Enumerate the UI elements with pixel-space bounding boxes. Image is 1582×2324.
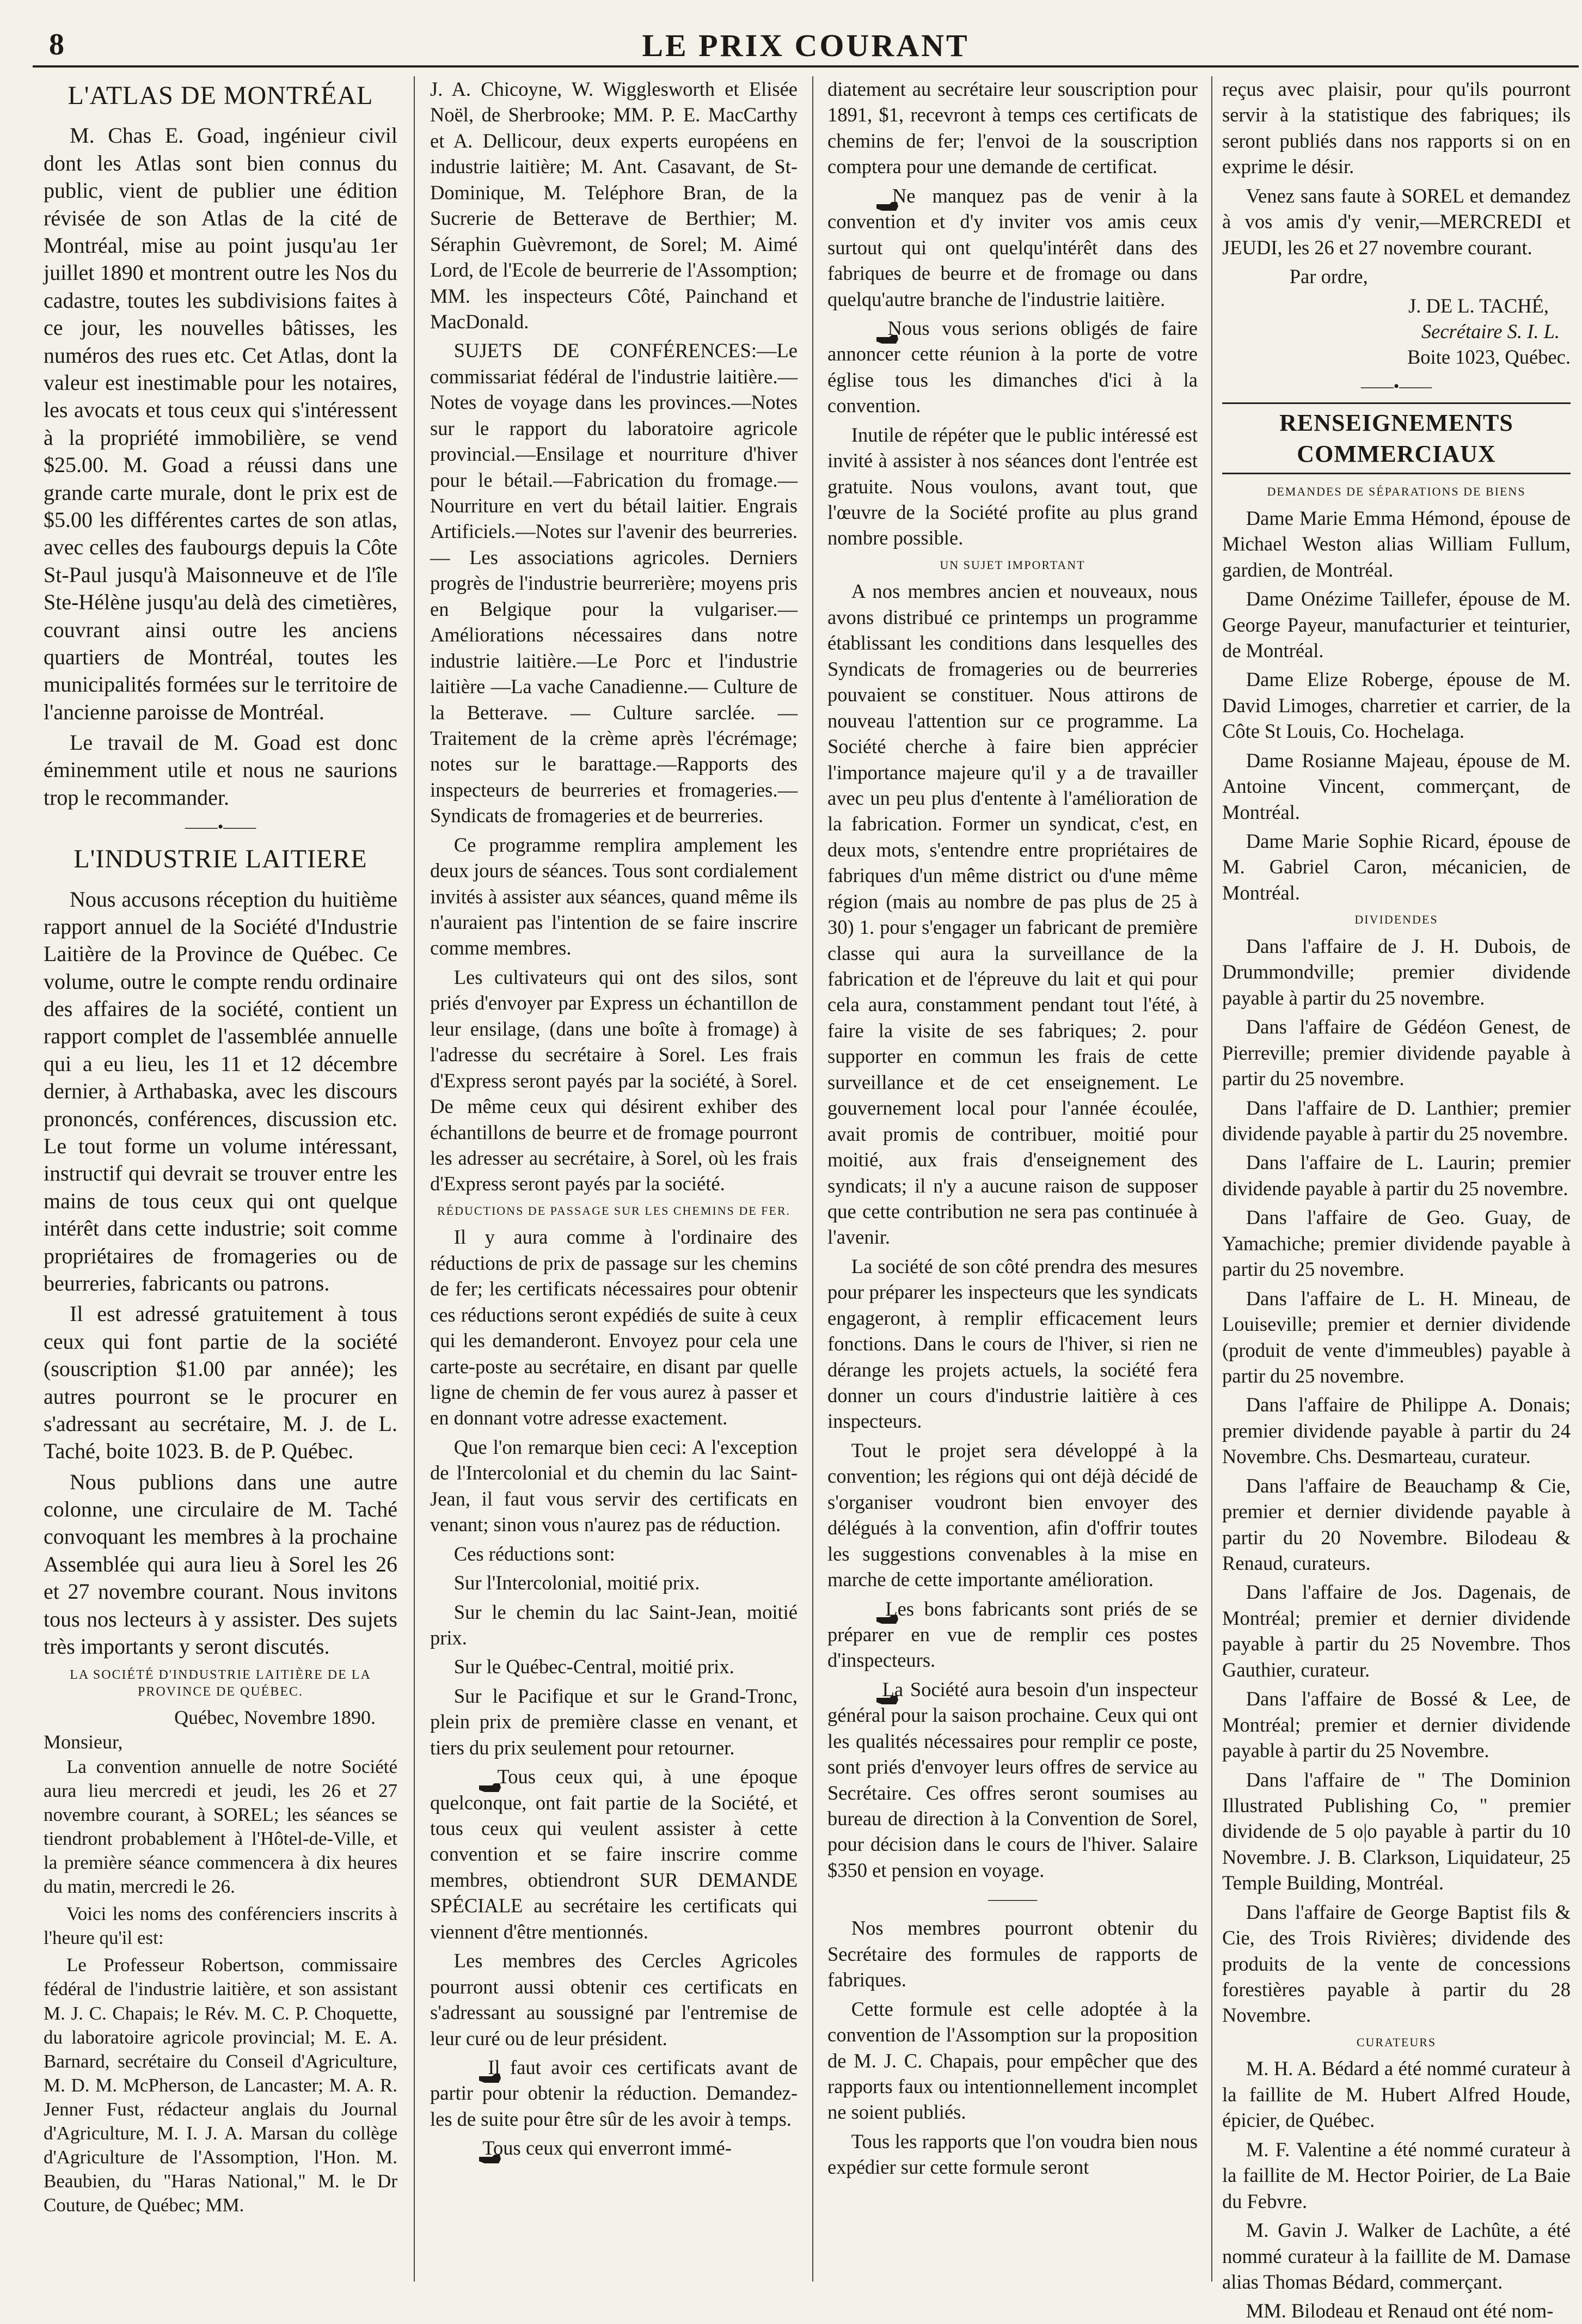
paragraph: Tous les rapports que l'on voudra bien nous expédier sur cette formule seront bbox=[827, 2130, 1198, 2179]
paragraph: Il est adressé gratuitement à tous ceux qui font partie de la société (souscription $1.00 par année); les autres pourront se le procurer en s'adressant au secrétaire, M. J. de L. Taché, boite 1023. B. de P. Québec. bbox=[44, 1301, 397, 1464]
newspaper-page bbox=[33, 16, 1579, 2322]
list-item: M. F. Valentine a été nommé curateur à la faillite de M. Hector Poirier, de La Baie du Febvre. bbox=[1222, 2138, 1571, 2212]
pointing-hand-icon bbox=[851, 1686, 875, 1697]
list-item: Dame Onézime Taillefer, épouse de M. George Payeur, manufacturier et teinturier, de Montréal. bbox=[1222, 588, 1571, 662]
paragraph: Inutile de répéter que le public intéressé est invité à assister à nos séances dont l'entrée est gratuite. Nous voulons, avant tout, que l'œuvre de la Société profite au plus grand nombre possible. bbox=[827, 423, 1198, 549]
paragraph: Ces réductions sont: bbox=[453, 1542, 615, 1565]
list-item: Dans l'affaire de George Baptist fils & Cie, des Trois Rivières; dividende des produits de la vente de concessions forestières payable à partir du 28 Novembre. bbox=[1222, 1900, 1571, 2027]
pointing-hand-icon bbox=[454, 1773, 478, 1784]
list-item: Dans l'affaire de Geo. Guay, de Yamachiche; premier dividende payable à partir du 25 novembre. bbox=[1222, 1206, 1571, 1281]
reductions-heading: RÉDUCTIONS DE PASSAGE SUR LES CHEMINS DE FER. bbox=[437, 1203, 791, 1218]
paragraph: A nos membres ancien et nouveaux, nous avons distribué ce printemps un programme établissant les conditions dans lesquelles des Syndicats de fromageries ou de beurreries pouvaient se constituer. Nous attirons de nouveau l'attention sur ce programme. La Société cherche à faire bien apprécier l'importance majeure qu'il y a de travailler avec un peu plus d'entente à l'amélioration de la fabrication. Former un syndicat, c'est, en deux mots, s'entendre entre propriétaires de fabriques d'un même district ou d'une même région (mais au nombre de pas plus de 25 à 30) 1. pour s'engager un fabricant de première classe qui aura la surveillance de la fabrication et de l'épreuve du lait et qui pour cela aura, constamment pendant tout l'été, à faire la visite de ses fabriques; 2. pour supporter en commun les frais de cette surveillance et de cet enseignement. Le gouvernement local pour l'année écoulée, avait promis de contribuer, moitié pour moitié, aux frais d'enseignement des syndicats; il n'y a aucune raison de supposer que cette contribution ne sera pas continuée à l'avenir. bbox=[827, 580, 1198, 1249]
societe-heading: PROVINCE DE QUÉBEC. bbox=[137, 1684, 303, 1699]
list-item: Dans l'affaire de J. H. Dubois, de Drummondville; premier dividende payable à partir du 25 novembre. bbox=[1222, 934, 1571, 1009]
paragraph: Cette formule est celle adoptée à la convention de l'Assomption sur la proposition de M. J. C. Chapais, pour empêcher que des rapports faux ou intentionnellement incomplet ne soient publiés. bbox=[827, 1997, 1198, 2124]
paragraph: Ne manquez pas de venir à la convention et d'y inviter vos amis ceux surtout qui ont quelqu'intérêt dans des fabriques de beurre et de fromage ou dans quelqu'autre branche de l'industrie laitière. bbox=[827, 184, 1198, 310]
paragraph: Sur le chemin du lac Saint-Jean, moitié prix. bbox=[430, 1600, 798, 1649]
pointing-hand-icon bbox=[851, 1605, 875, 1616]
paragraph: M. Chas E. Goad, ingénieur civil dont les Atlas sont bien connus du public, vient de publier une édition révisée de son Atlas de la cité de Montréal, mise au point jusqu'au 1er juillet 1890 et montrent outre les Nos du cadastre, toutes les subdivisions faites à ce jour, les nouvelles bâtisses, les numéros des rues etc. Cet Atlas, dont la valeur est inestimable pour les notaires, les avocats et tous ceux qui s'intéressent à la propriété immobilière, se vend $25.00. M. Goad a réussi dans une grande carte murale, dont le prix est de $5.00 les différentes cartes de son atlas, avec celles des faubourgs depuis la Côte St-Paul jusqu'à Maisonneuve et de l'île Ste-Hélène jusqu'au delà des cimetières, couvrant ainsi outre les anciens quartiers de Montréal, toutes les municipalités formées sur le territoire de l'ancienne paroisse de Montréal. bbox=[44, 123, 397, 724]
paragraph: Le Professeur Robertson, commissaire fédéral de l'industrie laitière, et son assistant M. J. C. Chapais; le Rév. M. C. P. Choquette, du laboratoire agricole provincial; M. E. A. Barnard, secrétaire du Conseil d'Agriculture, M. D. M. McPherson, de Lancaster; M. A. R. Jenner Fust, rédacteur anglais du Journal d'Agriculture, M. I. J. A. Marsan du collège d'Agriculture de l'Assomption, l'Hon. M. Beaubien, du "Haras National," M. le Dr Couture, de Québec; MM. bbox=[44, 1954, 397, 2216]
pointing-hand-icon bbox=[454, 2064, 478, 2075]
list-item: Dans l'affaire de Philippe A. Donais; premier dividende payable à partir du 24 Novembre. Chs. Desmarteau, curateur. bbox=[1222, 1393, 1571, 1468]
column-rule bbox=[414, 76, 415, 2282]
paragraph: reçus avec plaisir, pour qu'ils pourront servir à la statistique des fabriques; ils seront publiés dans nos rapports si on en exprime le désir. bbox=[1222, 78, 1571, 178]
paragraph: Sur le Québec-Central, moitié prix. bbox=[453, 1655, 734, 1678]
pointing-hand-icon bbox=[851, 192, 875, 203]
separations-heading: DEMANDES DE SÉPARATIONS DE BIENS bbox=[1267, 485, 1526, 499]
paragraph: Sur l'Intercolonial, moitié prix. bbox=[453, 1571, 700, 1594]
paragraph: Le travail de M. Goad est donc éminemment utile et nous ne saurions trop le recommander. bbox=[44, 730, 397, 810]
list-item: Dans l'affaire de Beauchamp & Cie, premier et dernier dividende payable à partir du 20 Novembre. Bilodeau & Renaud, curateurs. bbox=[1222, 1474, 1571, 1574]
sujet-heading: UN SUJET IMPORTANT bbox=[940, 558, 1086, 572]
divider: ——•—— bbox=[185, 818, 256, 836]
column-1 bbox=[44, 76, 397, 2287]
paragraph: J. A. Chicoyne, W. Wigglesworth et Elisée Noël, de Sherbrooke; MM. P. E. MacCarthy et A. Dellicour, deux experts européens en industrie laitière; M. Ant. Casavant, de St-Dominique, M. Teléphore Bran, de la Sucrerie de Betterave de Berthier; M. Séraphin Guèvremont, de Sorel; M. Aimé Lord, de l'Ecole de beurrerie de l'Assomption; MM. les inspecteurs Côté, Painchand et MacDonald. bbox=[430, 78, 798, 333]
paragraph: Voici les noms des conférenciers inscrits à l'heure qu'il est: bbox=[44, 1903, 397, 1949]
list-item: M. H. A. Bédard a été nommé curateur à la faillite de M. Hubert Alfred Houde, épicier, de Québec. bbox=[1222, 2057, 1571, 2132]
atlas-title: L'ATLAS DE MONTRÉAL bbox=[68, 81, 373, 110]
list-item: Dame Marie Sophie Ricard, épouse de M. Gabriel Caron, mécanicien, de Montréal. bbox=[1222, 830, 1571, 904]
paragraph: Par ordre, bbox=[1289, 265, 1368, 288]
salutation: Monsieur, bbox=[44, 1731, 123, 1753]
paragraph: Les membres des Cercles Agricoles pourront aussi obtenir ces certificats en s'adressant au soussigné par l'entremise de leur curé ou de leur président. bbox=[430, 1949, 798, 2050]
list-item: Dans l'affaire de D. Lanthier; premier dividende payable à partir du 25 novembre. bbox=[1222, 1096, 1571, 1145]
paragraph: Il faut avoir ces certificats avant de partir pour obtenir la réduction. Demandez-les de suite pour être sûr de les avoir à temps. bbox=[430, 2056, 798, 2130]
list-item: Dans l'affaire de " The Dominion Illustrated Publishing Co, " premier dividende de 5 o|o payable à partir du 10 Novembre. J. B. Clarkson, Liquidateur, 25 Temple Building, Montréal. bbox=[1222, 1768, 1571, 1894]
list-item: Dans l'affaire de Jos. Dagenais, de Montréal; premier et dernier dividende payable à partir du 25 Novembre. Thos Gauthier, curateur. bbox=[1222, 1581, 1571, 1681]
page-number: 8 bbox=[49, 28, 64, 62]
list-item: M. Gavin J. Walker de Lachûte, a été nommé curateur à la faillite de M. Damase alias Thomas Bédard, commerçant. bbox=[1222, 2219, 1571, 2293]
societe-heading: LA SOCIÉTÉ D'INDUSTRIE LAITIÈRE DE LA bbox=[70, 1668, 371, 1683]
industrie-title: L'INDUSTRIE LAITIERE bbox=[73, 845, 367, 874]
list-item: Dans l'affaire de L. H. Mineau, de Louiseville; premier et dernier dividende (produit de vente d'immeubles) payable à partir du 25 novembre. bbox=[1222, 1287, 1571, 1387]
pointing-hand-icon bbox=[851, 325, 875, 336]
list-item: Dame Elize Roberge, épouse de M. David Limoges, charretier et carrier, de la Côte St Louis, Co. Hochelaga. bbox=[1222, 668, 1571, 743]
curateurs-heading: CURATEURS bbox=[1356, 2035, 1437, 2049]
paragraph: Nous accusons réception du huitième rapport annuel de la Société d'Industrie Laitière de la Province de Québec. Ce volume, outre le compte rendu ordinaire des affaires de la société, contient un rapport complet de l'assemblée annuelle qui a eu lieu, les 11 et 12 décembre dernier, à Arthabaska, avec les discours prononcés, conférences, discussion etc. Le tout forme un volume intéressant, instructif qui devrait se trouver entre les mains de tous ceux qui ont quelque intérêt dans cette industrie; soit comme propriétaires de fromageries ou de beurreries, fabricants ou patrons. bbox=[44, 886, 397, 1295]
column-rule bbox=[812, 76, 813, 2282]
paragraph: Ce programme remplira amplement les deux jours de séances. Tous sont cordialement invités à assister aux séances, quand même ils n'auraient pas l'intention de se faire inscrire comme membres. bbox=[430, 833, 798, 959]
paragraph: Venez sans faute à SOREL et demandez à vos amis d'y venir,—MERCREDI et JEUDI, les 26 et 27 novembre courant. bbox=[1222, 184, 1571, 259]
list-item: Dans l'affaire de Gédéon Genest, de Pierreville; premier dividende payable à partir du 25 novembre. bbox=[1222, 1016, 1571, 1090]
column-3 bbox=[827, 76, 1198, 2287]
paragraph: La société de son côté prendra des mesures pour préparer les inspecteurs que les syndicats engageront, à remplir efficacement leurs fonctions. Dans le cours de l'hiver, si rien ne dérange les projets actuels, la société fera donner un cours d'industrie laitière à ces inspecteurs. bbox=[827, 1255, 1198, 1433]
dateline: Québec, Novembre 1890. bbox=[174, 1706, 376, 1728]
masthead: LE PRIX COURANT bbox=[642, 28, 970, 63]
paragraph: Sur le Pacifique et sur le Grand-Tronc, plein prix de première classe en venant, et tiers du prix seulement pour retourner. bbox=[430, 1684, 798, 1759]
page-header bbox=[33, 16, 1579, 68]
paragraph: diatement au secrétaire leur souscription pour 1891, $1, recevront à temps ces certificats de chemins de fer; l'envoi de la souscription comptera pour une demande de certificat. bbox=[827, 78, 1198, 178]
column-2 bbox=[430, 76, 798, 2287]
paragraph: Nous vous serions obligés de faire annoncer cette réunion à la porte de votre église tous les dimanches d'ici à la convention. bbox=[827, 316, 1198, 417]
paragraph: La Société aura besoin d'un inspecteur général pour la saison prochaine. Ceux qui ont les qualités nécessaires pour remplir ce poste, sont priés d'envoyer leurs offres de service au Secrétaire. Ces offres seront soumises au bureau de direction à la Convention de Sorel, pour décision dans le cours de l'hiver. Salaire $350 et pension en voyage. bbox=[827, 1678, 1198, 1881]
list-item: Dans l'affaire de L. Laurin; premier dividende payable à partir du 25 novembre. bbox=[1222, 1151, 1571, 1200]
column-4 bbox=[1222, 76, 1571, 2322]
paragraph: Tout le projet sera développé à la convention; les régions qui ont déjà décidé de s'organiser voudront bien envoyer des délégués à la convention, afin d'offrir toutes les suggestions convenables à la mise en marche de cette importante amélioration. bbox=[827, 1439, 1198, 1591]
divider: ——•—— bbox=[1360, 377, 1432, 395]
paragraph: SUJETS DE CONFÉRENCES:—Le commissariat fédéral de l'industrie laitière.—Notes de voyage dans les provinces.—Notes sur le rapport du laboratoire agricole provincial.—Ensilage et nourriture d'hiver pour le bétail.—Fabrication du fromage.—Nourriture en vert du bétail laitier. Engrais Artificiels.—Notes sur l'avenir des beurreries. — Les associations agricoles. Derniers progrès de l'industrie beurrerière; moyens pris en Belgique pour la vulgariser.—Améliorations nécessaires dans notre industrie laitière.—Le Porc et l'industrie laitière —La vache Canadienne.— Culture de la Betterave. — Culture sarclée. — Traitement de la crème après l'écrémage; notes sur le barattage.—Rapports des inspecteurs de beurreries et fromageries.—Syndicats de fromageries et de beurreries. bbox=[430, 339, 798, 827]
list-item: Dame Rosianne Majeau, épouse de M. Antoine Vincent, commerçant, de Montréal. bbox=[1222, 749, 1571, 823]
paragraph: Il y aura comme à l'ordinaire des réductions de prix de passage sur les chemins de fer; les certificats nécessaires pour obtenir ces réductions seront expédiés de suite à ceux qui les demanderont. Envoyez pour cela une carte-poste au secrétaire, en disant par quelle ligne de chemin de fer vous aurez à passer et en donnant votre adresse exactement. bbox=[430, 1226, 798, 1429]
list-item: MM. Bilodeau et Renaud ont été nom- bbox=[1246, 2299, 1554, 2322]
pointing-hand-icon bbox=[454, 2145, 478, 2156]
renseignements-title: RENSEIGNEMENTS COMMERCIAUX bbox=[1222, 402, 1571, 474]
divider: ——— bbox=[988, 1890, 1037, 1909]
paragraph: Les cultivateurs qui ont des silos, sont priés d'envoyer par Express un échantillon de leur ensilage, (dans une boîte à fromage) à l'adresse du secrétaire à Sorel. Les frais d'Express seront payés par la société, à Sorel. De même ceux qui désirent exhiber des échantillons de beurre et de fromage pourront les adresser au secrétaire, à Sorel, où les frais d'Express seront payés par la société. bbox=[430, 965, 798, 1195]
paragraph: Que l'on remarque bien ceci: A l'exception de l'Intercolonial et du chemin du lac Saint-Jean, il faut vous servir des certificats en venant; sinon vous n'aurez pas de réduction. bbox=[430, 1435, 798, 1536]
column-rule bbox=[1211, 76, 1212, 2282]
dividendes-heading: DIVIDENDES bbox=[1354, 913, 1438, 927]
list-item: Dans l'affaire de Bossé & Lee, de Montréal; premier et dernier dividende payable à partir du 25 Novembre. bbox=[1222, 1687, 1571, 1762]
signature-address: Boite 1023, Québec. bbox=[1407, 346, 1571, 369]
list-item: Dame Marie Emma Hémond, épouse de Michael Weston alias William Fullum, gardien, de Montréal. bbox=[1222, 506, 1571, 581]
paragraph: La convention annuelle de notre Société aura lieu mercredi et jeudi, les 26 et 27 novembre courant, à SOREL; les séances se tiendront probablement à l'Hôtel-de-Ville, et la première séance commencera à dix heures du matin, mercredi le 26. bbox=[44, 1756, 397, 1898]
signature-title: Secrétaire S. I. L. bbox=[1421, 320, 1560, 343]
paragraph: Les bons fabricants sont priés de se préparer en vue de remplir ces postes d'inspecteurs. bbox=[827, 1597, 1198, 1672]
paragraph: Nos membres pourront obtenir du Secrétaire des formules de rapports de fabriques. bbox=[827, 1917, 1198, 1991]
paragraph: Nous publions dans une autre colonne, une circulaire de M. Taché convoquant les membres à la prochaine Assemblée qui aura lieu à Sorel les 26 et 27 novembre courant. Nous invitons tous nos lecteurs à y assister. Des sujets très importants y seront discutés. bbox=[44, 1469, 397, 1659]
signature-name: J. DE L. TACHÉ, bbox=[1408, 294, 1549, 317]
paragraph: Tous ceux qui enverront immé- bbox=[430, 2135, 798, 2161]
paragraph: Tous ceux qui, à une époque quelconque, ont fait partie de la Société, et tous ceux qui veulent assister à cette convention et se faire inscrire comme membres, obtiendront SUR DEMANDE SPÉCIALE au secrétaire les certificats qui viennent d'être mentionnés. bbox=[430, 1765, 798, 1943]
